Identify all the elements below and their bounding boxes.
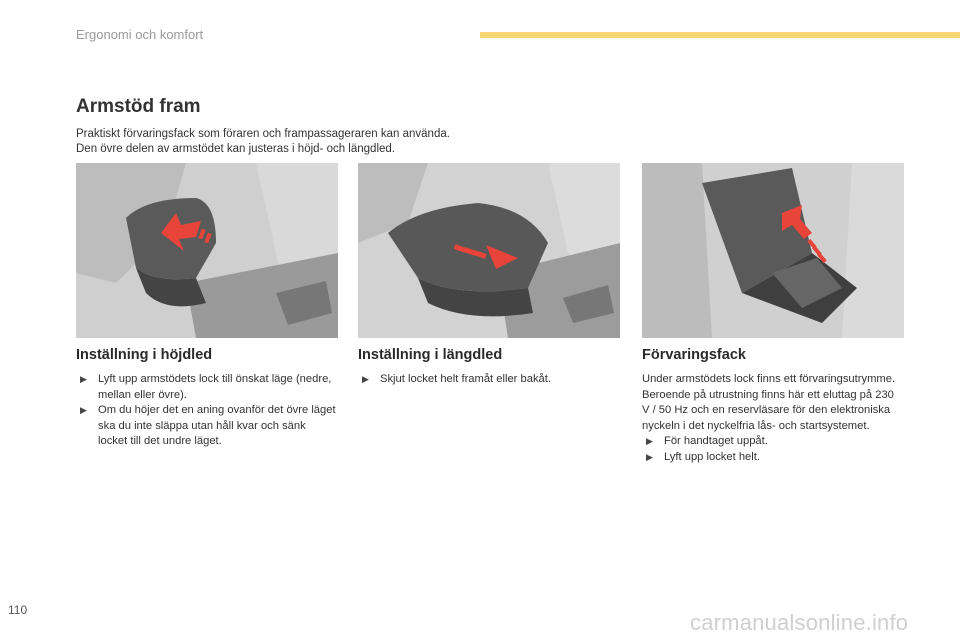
list-item [642, 450, 904, 466]
list-item [642, 434, 904, 450]
page-title: Armstöd fram [76, 96, 201, 117]
list-item-text: Lyft upp locket helt. [664, 450, 760, 463]
list-item-text: Skjut locket helt framåt eller bakåt. [380, 373, 551, 385]
list-item [358, 372, 620, 388]
arrow-bullet-icon: ▶ [362, 374, 369, 384]
arrow-bullet-icon: ▶ [646, 436, 653, 447]
list-item-text: Om du höjer det en aning ovanför det övre läget ska du inte släppa utan håll kvar och sänk locket till det undre läget. [98, 404, 336, 448]
section-paragraph: Under armstödets lock finns ett förvaringsutrymme. Beroende på utrustning finns här ett eluttag på 230 V / 50 Hz och en reservläsare för den elektroniska nyckeln i det nyckelfria lås- och startsystemet. [642, 373, 896, 432]
armrest-length-photo [358, 163, 620, 338]
list-item [76, 372, 338, 403]
chapter-title: Ergonomi och komfort [76, 27, 204, 42]
section-heading-height: Inställning i höjdled [76, 347, 213, 363]
section-heading-storage: Förvaringsfack [642, 347, 746, 363]
list-item-text: För handtaget uppåt. [664, 435, 768, 448]
armrest-height-photo [76, 163, 338, 338]
intro-line: Praktiskt förvaringsfack som föraren och frampassageraren kan använda. [76, 128, 450, 140]
arrow-bullet-icon: ▶ [646, 451, 653, 462]
list-item-text: Lyft upp armstödets lock till önskat läge (nedre, mellan eller övre). [98, 373, 332, 401]
page-number: 110 [8, 603, 28, 617]
intro-text [76, 127, 450, 157]
chapter-accent-bar [480, 32, 960, 38]
section-body-height [76, 372, 338, 450]
intro-line: Den övre delen av armstödet kan justeras i höjd- och längdled. [76, 143, 395, 155]
storage-compartment-photo [642, 163, 904, 338]
section-heading-length: Inställning i längdled [358, 347, 503, 363]
watermark: carmanualsonline.info [690, 610, 909, 635]
list-item [76, 403, 338, 450]
arrow-bullet-icon: ▶ [80, 374, 87, 384]
section-body-storage [642, 372, 904, 466]
arrow-bullet-icon: ▶ [80, 405, 87, 416]
section-body-length [358, 372, 620, 388]
